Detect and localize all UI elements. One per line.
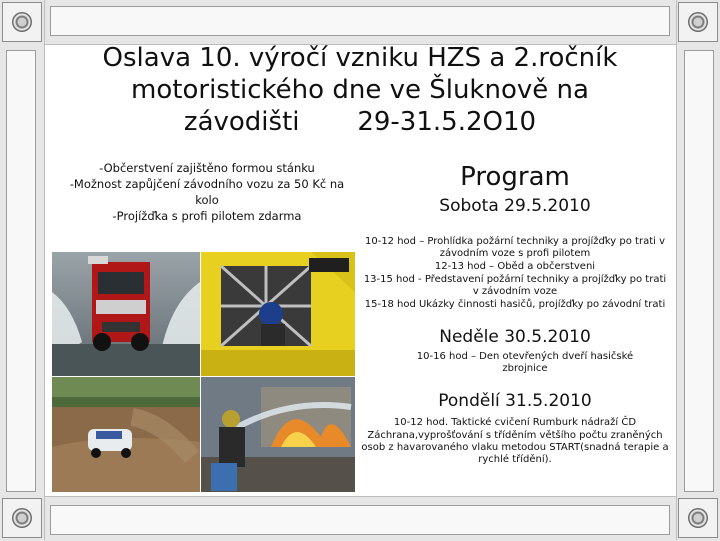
schedule-item: 10-16 hod – Den otevřených dveří hasičské zbrojnice — [416, 351, 634, 374]
rally-car-photo — [52, 377, 200, 492]
frame-bar-left — [6, 50, 36, 492]
info-item: -Občerstvení zajištěno formou stánku — [99, 161, 315, 175]
firefighter-photo — [201, 377, 355, 492]
schedule-item: 10-12 hod. Taktické cvičení Rumburk nádraží ČD — [393, 417, 637, 428]
schedule-item: 10-12 hod – Prohlídka požární techniky a projížďky po trati v závodním voze s profi pilotem — [364, 236, 665, 259]
info-item: -Možnost zapůjčení závodního vozu za 50 Kč na kolo — [69, 177, 345, 207]
day-title-sunday: Neděle 30.5.2010 — [439, 327, 591, 347]
race-car-photo — [201, 252, 355, 376]
title-line: motoristického dne ve Šluknově na — [131, 75, 589, 105]
program-section — [360, 160, 670, 467]
fire-truck-photo — [52, 252, 200, 376]
day-schedule-monday — [360, 417, 670, 466]
day-title-monday: Pondělí 31.5.2010 — [438, 391, 592, 411]
corner-rivet-icon — [2, 498, 42, 538]
title-line: Oslava 10. výročí vzniku HZS a 2.ročník — [102, 43, 618, 73]
corner-rivet-icon — [678, 498, 718, 538]
frame-bar-right — [684, 50, 714, 492]
schedule-item: 13-15 hod - Představení požární techniky a projížďky po trati v závodním voze — [363, 274, 667, 297]
schedule-item: 15-18 hod Ukázky činnosti hasičů, projížďky po závodní trati — [364, 299, 666, 310]
frame-bar-bottom — [50, 505, 670, 535]
frame-bar-top — [50, 6, 670, 36]
photo-collage — [52, 252, 355, 492]
day-schedule-sunday — [360, 351, 670, 375]
page-title — [48, 42, 672, 138]
title-line: závodišti 29-31.5.2O10 — [183, 107, 537, 137]
day-schedule-saturday — [360, 236, 670, 311]
corner-rivet-icon — [2, 2, 42, 42]
schedule-item: Záchrana,vyprošťování s tříděním většího počtu zraněných osob z havarovaného vlaku metodou START(snadná terapie a rychlé třídění). — [361, 430, 669, 465]
info-list — [58, 160, 356, 224]
day-title-saturday: Sobota 29.5.2010 — [439, 196, 591, 216]
info-item: -Projížďka s profi pilotem zdarma — [112, 209, 302, 223]
corner-rivet-icon — [678, 2, 718, 42]
program-heading: Program — [460, 162, 570, 192]
schedule-item: 12-13 hod – Oběd a občerstveni — [434, 261, 596, 272]
